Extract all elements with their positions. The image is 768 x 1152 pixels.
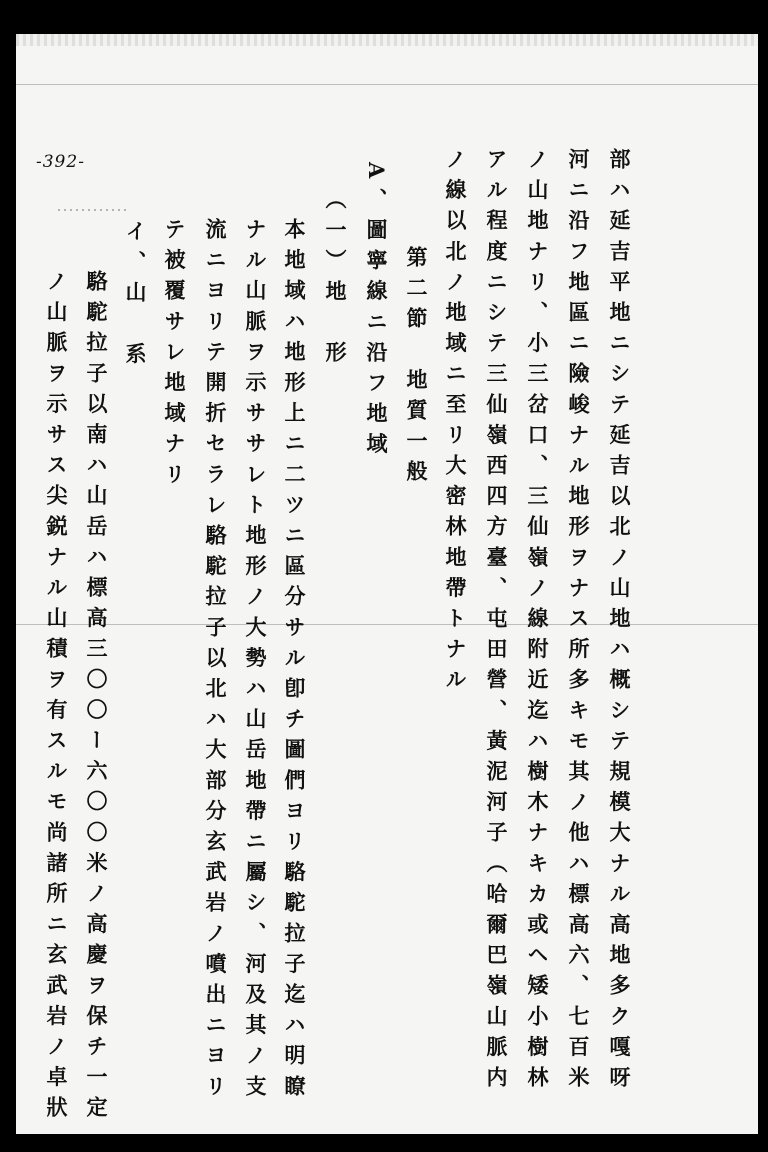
page-top-edge [16, 34, 758, 46]
page-number: -392- [36, 152, 85, 172]
header-rule [16, 84, 758, 85]
subsection-heading-a: A、圖寧線ニ沿フ地域 [364, 162, 389, 464]
text-column-5: ノ線以北ノ地域ニ至リ大密林地帶トナル [443, 148, 468, 699]
text-column-12: テ被覆サレ地域ナリ [162, 218, 187, 494]
section-heading: 第二節 地質一般 [404, 246, 429, 491]
text-column-2: 河ニ沿フ地區ニ險峻ナル地形ヲナス所多キモ其ノ他ハ標高六、七百米 [566, 148, 591, 1097]
text-column-3: ノ山地ナリ、小三岔口、三仙嶺ノ線附近迄ハ樹木ナキカ或ヘ矮小樹林 [525, 148, 550, 1097]
text-column-14: 駱駝拉子以南ハ山岳ハ標高三〇〇ー六〇〇米ノ高慶ヲ保チ一定 [84, 270, 109, 1127]
topic-heading-terrain: （一）地 形 [323, 188, 348, 372]
text-column-9: 本地域ハ地形上ニ二ツニ區分サル卽チ圖們ヨリ駱駝拉子迄ハ明瞭 [282, 218, 307, 1106]
text-column-4: アル程度ニシテ三仙嶺西四方臺、屯田營、黃泥河子（哈爾巴嶺山脈内 [484, 148, 509, 1097]
text-column-15: ノ山脈ヲ示サス尖鋭ナル山積ヲ有スルモ尚諸所ニ玄武岩ノ卓狀 [44, 270, 69, 1127]
topic-heading-mountains: イ、山 系 [123, 220, 148, 373]
document-page [16, 34, 758, 1134]
text-column-10: ナル山脈ヲ示ササレト地形ノ大勢ハ山岳地帶ニ屬シ、河及其ノ支 [243, 218, 268, 1106]
dotted-mark [58, 209, 128, 211]
middle-fold-line [16, 624, 758, 625]
text-column-1: 部ハ延吉平地ニシテ延吉以北ノ山地ハ概シテ規模大ナル高地多ク嘎呀 [607, 148, 632, 1097]
text-column-11: 流ニヨリテ開折セラレ駱駝拉子以北ハ大部分玄武岩ノ噴出ニヨリ [203, 218, 228, 1106]
